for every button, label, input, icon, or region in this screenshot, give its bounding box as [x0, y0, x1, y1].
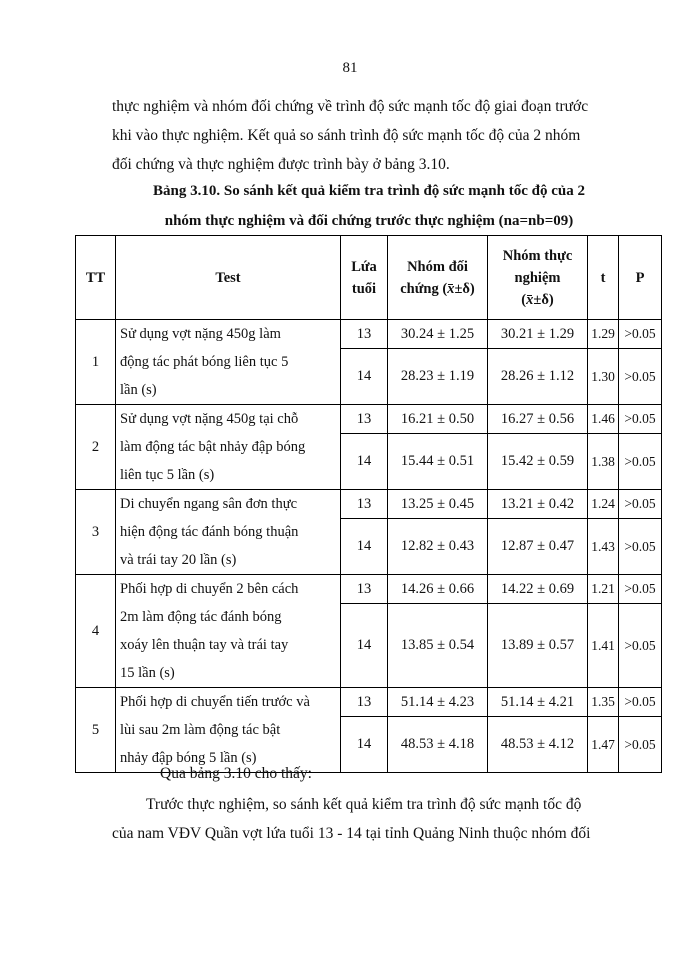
experimental-cell: 14.22 ± 0.69	[488, 575, 588, 604]
control-cell: 13.85 ± 0.54	[388, 604, 488, 688]
age-cell: 13	[341, 575, 388, 604]
header-p: P	[619, 236, 662, 320]
p-cell: >0.05	[619, 405, 662, 434]
tt-cell: 1	[76, 320, 116, 405]
t-cell: 1.41	[588, 604, 619, 688]
test-cell	[116, 575, 341, 688]
experimental-cell: 12.87 ± 0.47	[488, 519, 588, 575]
test-line: Di chuyển ngang sân đơn thực	[120, 496, 298, 512]
page-number: 81	[342, 60, 358, 76]
header-age-line: Lứa	[351, 258, 377, 275]
t-cell: 1.29	[588, 320, 619, 349]
age-cell: 14	[341, 717, 388, 773]
p-cell: >0.05	[619, 575, 662, 604]
header-control	[388, 236, 488, 320]
tt-cell: 4	[76, 575, 116, 688]
header-age-line: tuổi	[351, 280, 377, 297]
header-t: t	[588, 236, 619, 320]
test-line: Phối hợp di chuyển tiến trước và	[120, 694, 310, 710]
test-cell	[116, 490, 341, 575]
test-cell	[116, 320, 341, 405]
age-cell: 14	[341, 349, 388, 405]
control-cell: 13.25 ± 0.45	[388, 490, 488, 519]
header-control-line	[388, 278, 487, 300]
control-cell: 48.53 ± 4.18	[388, 717, 488, 773]
p-cell: >0.05	[619, 717, 662, 773]
t-cell: 1.46	[588, 405, 619, 434]
header-age	[341, 236, 388, 320]
experimental-cell: 15.42 ± 0.59	[488, 434, 588, 490]
experimental-cell: 28.26 ± 1.12	[488, 349, 588, 405]
test-line: Phối hợp di chuyển 2 bên cách	[120, 581, 299, 597]
test-line: làm động tác bật nhảy đập bóng	[120, 439, 306, 455]
test-line: nhảy đập bóng 5 lần (s)	[120, 750, 257, 766]
closing-line: của nam VĐV Quần vợt lứa tuổi 13 - 14 tại tỉnh Quảng Ninh thuộc nhóm đối	[112, 825, 591, 842]
test-line: 2m làm động tác đánh bóng	[120, 609, 282, 625]
header-control-tail: ±δ)	[454, 280, 475, 297]
test-line: và trái tay 20 lần (s)	[120, 552, 237, 568]
header-exp-line	[488, 289, 587, 311]
age-cell: 13	[341, 688, 388, 717]
test-line: động tác phát bóng liên tục 5	[120, 354, 289, 370]
table-followup: Qua bảng 3.10 cho thấy:	[160, 765, 312, 782]
header-exp-line: nghiệm	[514, 269, 561, 286]
caption-line-1: Bảng 3.10. So sánh kết quả kiểm tra trình độ sức mạnh tốc độ của 2	[153, 183, 585, 199]
tt-cell: 3	[76, 490, 116, 575]
test-line: hiện động tác đánh bóng thuận	[120, 524, 299, 540]
intro-line: đối chứng và thực nghiệm được trình bày ở bảng 3.10.	[112, 156, 450, 173]
experimental-cell: 13.89 ± 0.57	[488, 604, 588, 688]
test-line: liên tục 5 lần (s)	[120, 467, 215, 483]
header-test: Test	[116, 236, 341, 320]
table-row	[76, 575, 662, 604]
t-cell: 1.43	[588, 519, 619, 575]
test-cell	[116, 688, 341, 773]
t-cell: 1.24	[588, 490, 619, 519]
t-cell: 1.30	[588, 349, 619, 405]
age-cell: 13	[341, 320, 388, 349]
t-cell: 1.35	[588, 688, 619, 717]
experimental-cell: 48.53 ± 4.12	[488, 717, 588, 773]
table-row	[76, 405, 662, 434]
closing-line-text: Trước thực nghiệm, so sánh kết quả kiểm tra trình độ sức mạnh tốc độ	[146, 796, 582, 813]
closing-paragraph	[112, 790, 660, 848]
closing-line	[112, 790, 660, 819]
table-caption	[78, 176, 660, 236]
intro-line: thực nghiệm và nhóm đối chứng về trình độ sức mạnh tốc độ giai đoạn trước	[112, 98, 589, 115]
test-line: xoáy lên thuận tay và trái tay	[120, 637, 289, 653]
t-cell: 1.47	[588, 717, 619, 773]
header-control-label: chứng (	[400, 280, 448, 297]
control-cell: 28.23 ± 1.19	[388, 349, 488, 405]
intro-line: khi vào thực nghiệm. Kết quả so sánh trình độ sức mạnh tốc độ của 2 nhóm	[112, 127, 581, 144]
p-cell: >0.05	[619, 490, 662, 519]
age-cell: 14	[341, 604, 388, 688]
header-exp-line: Nhóm thực	[502, 247, 573, 264]
x-bar-symbol: x	[526, 291, 534, 308]
header-exp-open: (	[521, 291, 527, 308]
experimental-cell: 30.21 ± 1.29	[488, 320, 588, 349]
tt-cell: 2	[76, 405, 116, 490]
control-cell: 14.26 ± 0.66	[388, 575, 488, 604]
control-cell: 12.82 ± 0.43	[388, 519, 488, 575]
control-cell: 30.24 ± 1.25	[388, 320, 488, 349]
test-line: lùi sau 2m làm động tác bật	[120, 722, 281, 738]
test-line: 15 lần (s)	[120, 665, 175, 681]
control-cell: 16.21 ± 0.50	[388, 405, 488, 434]
experimental-cell: 16.27 ± 0.56	[488, 405, 588, 434]
intro-paragraph	[112, 92, 660, 179]
p-cell: >0.05	[619, 604, 662, 688]
test-line: Sử dụng vợt nặng 450g làm	[120, 326, 281, 342]
experimental-cell: 51.14 ± 4.21	[488, 688, 588, 717]
t-cell: 1.21	[588, 575, 619, 604]
tt-cell: 5	[76, 688, 116, 773]
control-cell: 15.44 ± 0.51	[388, 434, 488, 490]
table-header-row	[76, 236, 662, 320]
header-exp-tail: ±δ)	[533, 291, 554, 308]
header-tt: TT	[76, 236, 116, 320]
test-cell	[116, 405, 341, 490]
p-cell: >0.05	[619, 349, 662, 405]
table-row	[76, 688, 662, 717]
age-cell: 13	[341, 405, 388, 434]
experimental-cell: 13.21 ± 0.42	[488, 490, 588, 519]
p-cell: >0.05	[619, 434, 662, 490]
table-row	[76, 320, 662, 349]
x-bar-symbol: x	[447, 280, 455, 297]
header-control-line: Nhóm đối	[407, 258, 468, 275]
results-table	[75, 235, 662, 773]
test-line: Sử dụng vợt nặng 450g tại chỗ	[120, 411, 299, 427]
age-cell: 14	[341, 434, 388, 490]
caption-line-2: nhóm thực nghiệm và đối chứng trước thực nghiệm (na=nb=09)	[164, 213, 574, 229]
p-cell: >0.05	[619, 320, 662, 349]
t-cell: 1.38	[588, 434, 619, 490]
table-row	[76, 490, 662, 519]
age-cell: 14	[341, 519, 388, 575]
p-cell: >0.05	[619, 688, 662, 717]
p-cell: >0.05	[619, 519, 662, 575]
control-cell: 51.14 ± 4.23	[388, 688, 488, 717]
header-experimental	[488, 236, 588, 320]
test-line: lần (s)	[120, 382, 157, 398]
age-cell: 13	[341, 490, 388, 519]
